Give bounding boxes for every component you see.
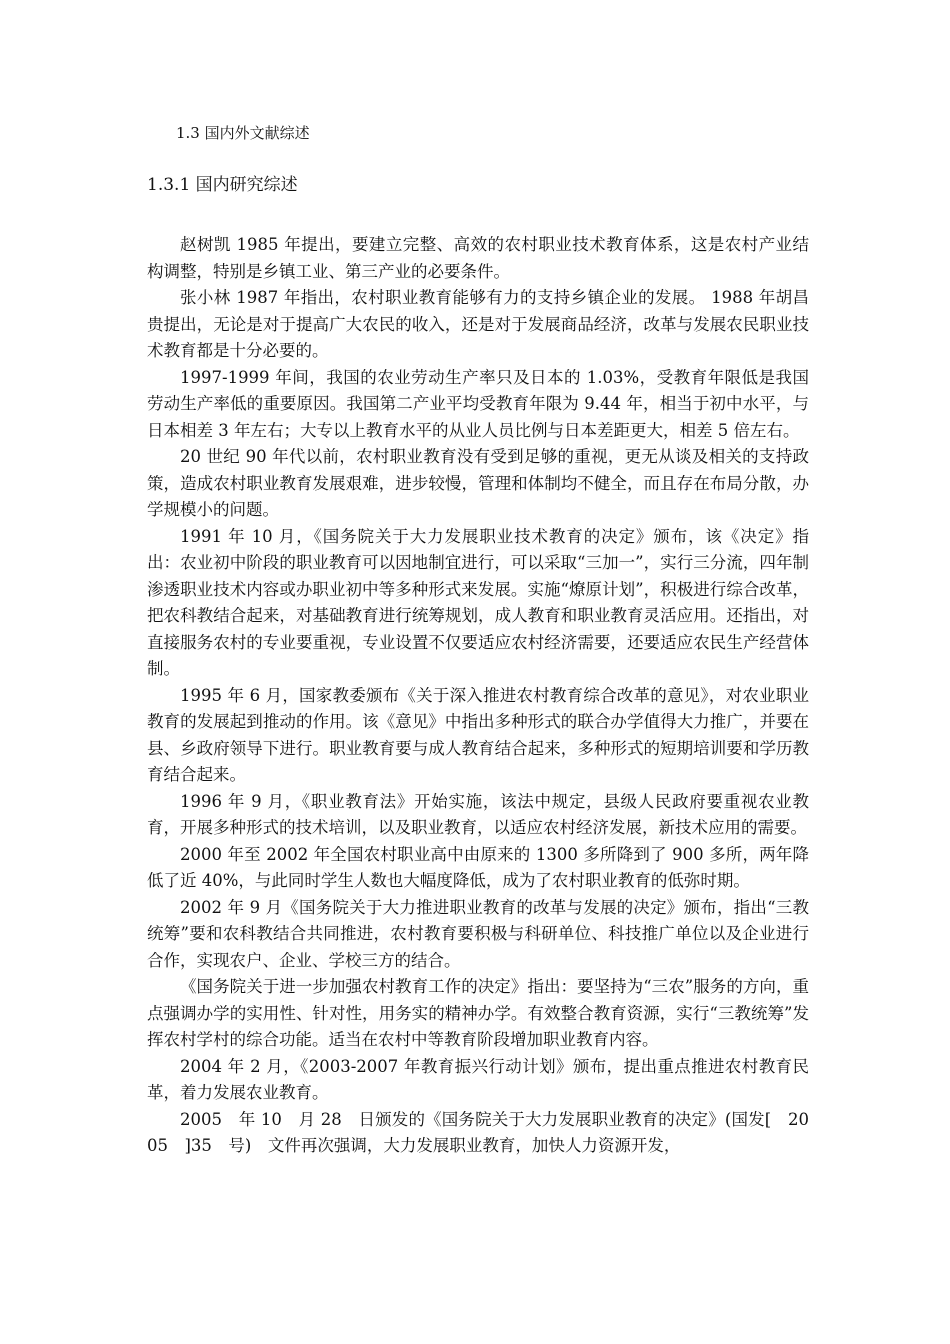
paragraph: 2005 年 10 月 28 日颁发的《国务院关于大力发展职业教育的决定》(国发[ 2005 ]35 号) 文件再次强调，大力发展职业教育，加快人力资源开发， bbox=[147, 1109, 809, 1155]
paragraph: 1996 年 9 月，《职业教育法》开始实施，该法中规定，县级人民政府要重视农业教育，开展多种形式的技术培训，以及职业教育，以适应农村经济发展，新技术应用的需要。 bbox=[147, 791, 809, 837]
paragraph: 1995 年 6 月，国家教委颁布《关于深入推进农村教育综合改革的意见》，对农业职业教育的发展起到推动的作用。该《意见》中指出多种形式的联合办学值得大力推广，并要在县、乡政府领导下进行。职业教育要与成人教育结合起来，多种形式的短期培训要和学历教育结合起来。 bbox=[147, 685, 809, 784]
paragraph: 2004 年 2 月，《2003-2007 年教育振兴行动计划》颁布，提出重点推进农村教育民革，着力发展农业教育。 bbox=[147, 1056, 809, 1102]
paragraph: 赵树凯 1985 年提出，要建立完整、高效的农村职业技术教育体系，这是农村产业结构调整，特别是乡镇工业、第三产业的必要条件。 bbox=[147, 235, 809, 281]
subsection-heading: 1.3.1 国内研究综述 bbox=[147, 175, 298, 195]
body-text bbox=[147, 232, 809, 1160]
paragraph: 1997-1999 年间，我国的农业劳动生产率只及日本的 1.03%，受教育年限低是我国劳动生产率低的重要原因。我国第二产业平均受教育年限为 9.44 年，相当于初中水平，与日本相差 3 年左右；大专以上教育水平的从业人员比例与日本差距更大，相差 5 倍左右。 bbox=[147, 367, 809, 440]
paragraph: 2002 年 9 月《国务院关于大力推进职业教育的改革与发展的决定》颁布，指出“三教统筹”要和农科教结合共同推进，农村教育要积极与科研单位、科技推广单位以及企业进行合作，实现农户、企业、学校三方的结合。 bbox=[147, 897, 809, 970]
paragraph: 张小林 1987 年指出，农村职业教育能够有力的支持乡镇企业的发展。 1988 年胡昌贵提出，无论是对于提高广大农民的收入，还是对于发展商品经济，改革与发展农民职业技术教育都是十分必要的。 bbox=[147, 288, 809, 360]
section-heading: 1.3 国内外文献综述 bbox=[176, 124, 310, 142]
paragraph: 《国务院关于进一步加强农村教育工作的决定》指出：要坚持为“三农”服务的方向，重点强调办学的实用性、针对性，用务实的精神办学。有效整合教育资源，实行“三教统筹”发挥农村学村的综合功能。适当在农村中等教育阶段增加职业教育内容。 bbox=[147, 977, 809, 1049]
paragraph: 1991 年 10 月，《国务院关于大力发展职业技术教育的决定》颁布，该《决定》指出：农业初中阶段的职业教育可以因地制宜进行，可以采取“三加一”，实行三分流，四年制渗透职业技术内容或办职业初中等多种形式来发展。实施“燎原计划”，积极进行综合改革，把农科教结合起来，对基础教育进行统筹规划，成人教育和职业教育灵活应用。还指出，对直接服务农村的专业要重视，专业设置不仅要适应农村经济需要，还要适应农民生产经营体制。 bbox=[147, 526, 809, 678]
paragraph: 2000 年至 2002 年全国农村职业高中由原来的 1300 多所降到了 900 多所，两年降低了近 40%，与此同时学生人数也大幅度降低，成为了农村职业教育的低弥时期。 bbox=[147, 844, 809, 890]
paragraph: 20 世纪 90 年代以前，农村职业教育没有受到足够的重视，更无从谈及相关的支持政策，造成农村职业教育发展艰难，进步较慢，管理和体制均不健全，而且存在布局分散，办学规模小的问题。 bbox=[147, 447, 809, 519]
